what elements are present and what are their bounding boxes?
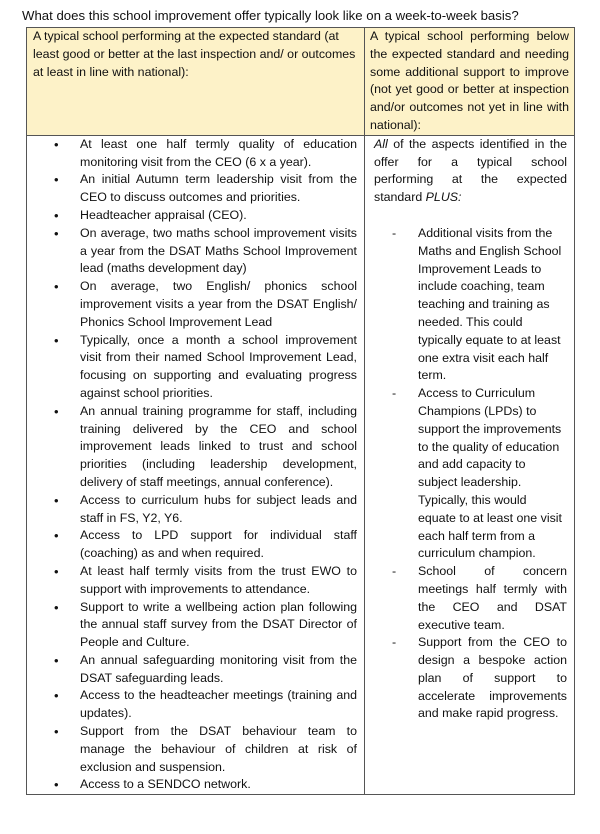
list-item: - Support from the CEO to design a bespoke action plan of support to accelerate improvements and make rapid progress.: [368, 634, 567, 723]
list-item: • Access to the headteacher meetings (training and updates).: [30, 687, 357, 723]
list-item: - Access to Curriculum Champions (LPDs) to support the improvements to the quality of education and add capacity to subject leadership. Typically, this would equate to at least one visit each half term from a curriculum champion.: [368, 385, 567, 563]
additional-offer-list: [368, 225, 571, 723]
header-expected-standard: A typical school performing at the expected standard (at least good or better at the last inspection and/ or outcomes at least in line with national):: [27, 28, 365, 136]
below-standard-intro: [368, 136, 571, 207]
question-heading: What does this school improvement offer typically look like on a week-to-week basis?: [22, 8, 519, 23]
header-row: [27, 28, 575, 136]
list-item: • On average, two English/ phonics school improvement visits a year from the DSAT English/ Phonics School Improvement Lead: [30, 278, 357, 331]
below-standard-cell: [365, 135, 575, 794]
intro-text: of the aspects identified in the offer for a typical school performing at the expected standard: [374, 136, 567, 205]
offer-table: [26, 27, 575, 795]
list-item: • Headteacher appraisal (CEO).: [30, 207, 357, 225]
list-item: • An annual safeguarding monitoring visit from the DSAT safeguarding leads.: [30, 652, 357, 688]
list-item: - Additional visits from the Maths and English School Improvement Leads to include coaching, team teaching and training as needed. This could typically equate to at least one extra visit each half term.: [368, 225, 567, 385]
expected-offer-list: [30, 136, 361, 794]
list-item: • Typically, once a month a school improvement visit from their named School Improvement Lead, focusing on supporting and evaluating progress against school priorities.: [30, 332, 357, 403]
list-item: • Support to write a wellbeing action plan following the annual staff survey from the DSAT Director of People and Culture.: [30, 599, 357, 652]
list-item: • An initial Autumn term leadership visit from the CEO to discuss outcomes and priorities.: [30, 171, 357, 207]
list-item: - School of concern meetings half termly with the CEO and DSAT executive team.: [368, 563, 567, 634]
list-item: • On average, two maths school improvement visits a year from the DSAT Maths School Improvement lead (maths development day): [30, 225, 357, 278]
list-item: • Access to LPD support for individual staff (coaching) as and when required.: [30, 527, 357, 563]
header-below-standard: A typical school performing below the expected standard and needing some additional support to improve (not yet good or better at inspection and/or outcomes not yet in line with national):: [365, 28, 575, 136]
content-row: [27, 135, 575, 794]
list-item: • Access to curriculum hubs for subject leads and staff in FS, Y2, Y6.: [30, 492, 357, 528]
list-item: • Access to a SENDCO network.: [30, 776, 357, 794]
expected-standard-cell: [27, 135, 365, 794]
intro-plus: PLUS:: [425, 190, 462, 205]
list-item: • At least half termly visits from the trust EWO to support with improvements to attendance.: [30, 563, 357, 599]
list-item: • Support from the DSAT behaviour team to manage the behaviour of children at risk of exclusion and suspension.: [30, 723, 357, 776]
list-item: • At least one half termly quality of education monitoring visit from the CEO (6 x a year).: [30, 136, 357, 172]
list-item: • An annual training programme for staff, including training delivered by the CEO and school improvement leads linked to trust and school priorities (including leadership development, delivery of staff meetings, annual conference).: [30, 403, 357, 492]
intro-all: All: [374, 136, 388, 151]
